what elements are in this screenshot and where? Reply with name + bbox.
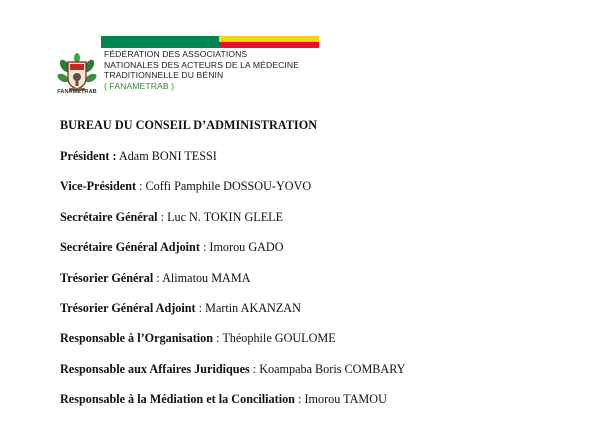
- member-name: Martin AKANZAN: [205, 300, 301, 315]
- organization-name: [104, 49, 299, 91]
- role-label: Vice-Président: [60, 179, 137, 194]
- board-member-organisation: [60, 330, 405, 360]
- board-member-legal-affairs: [60, 361, 405, 391]
- role-separator: :: [195, 300, 206, 315]
- member-name: Imorou TAMOU: [304, 392, 387, 407]
- role-label: Secrétaire Général Adjoint: [60, 240, 200, 255]
- role-separator: :: [294, 392, 305, 407]
- role-separator: :: [199, 240, 210, 255]
- role-label: Responsable à l’Organisation: [60, 331, 214, 346]
- org-line-1: FÉDÉRATION DES ASSOCIATIONS: [104, 49, 248, 59]
- role-separator: :: [157, 209, 168, 224]
- member-name: Koampaba Boris COMBARY: [259, 361, 406, 376]
- role-separator: :: [213, 331, 223, 346]
- role-label: Secrétaire Général: [60, 209, 158, 224]
- board-member-mediation: [60, 391, 405, 421]
- board-member-president: [60, 148, 405, 178]
- role-separator: :: [153, 270, 163, 285]
- org-abbreviation: ( FANAMETRAB ): [104, 80, 175, 91]
- member-name: Coffi Pamphile DOSSOU-YOVO: [145, 179, 312, 194]
- benin-flag-stripe: [101, 36, 319, 48]
- role-label: Responsable à la Médiation et la Conciliation: [60, 392, 295, 407]
- board-member-deputy-treasurer-general: [60, 300, 405, 330]
- member-name: Adam BONI TESSI: [118, 149, 217, 163]
- member-name: Imorou GADO: [209, 240, 284, 255]
- logo-caption: FANAMETRAB: [57, 89, 97, 95]
- role-separator: :: [249, 361, 260, 376]
- board-member-vice-president: [60, 178, 405, 208]
- org-line-2: NATIONALES DES ACTEURS DE LA MÉDECINE: [104, 59, 300, 70]
- org-line-3: TRADITIONNELLE DU BÉNIN: [104, 70, 224, 81]
- role-label: Trésorier Général: [60, 270, 154, 285]
- board-member-deputy-secretary-general: [60, 239, 405, 269]
- flag-green-band: [101, 36, 219, 48]
- role-label: Président :: [60, 149, 117, 163]
- board-member-list: [60, 148, 405, 422]
- role-separator: :: [136, 179, 146, 194]
- board-member-treasurer-general: [60, 270, 405, 300]
- board-member-secretary-general: [60, 209, 405, 239]
- flag-red-band: [219, 42, 319, 48]
- member-name: Alimatou MAMA: [162, 270, 251, 285]
- member-name: Théophile GOULOME: [222, 331, 336, 346]
- document-heading: BUREAU DU CONSEIL D’ADMINISTRATION: [60, 118, 318, 132]
- role-label: Trésorier Général Adjoint: [60, 300, 196, 315]
- role-label: Responsable aux Affaires Juridiques: [60, 361, 250, 376]
- member-name: Luc N. TOKIN GLELE: [167, 209, 284, 224]
